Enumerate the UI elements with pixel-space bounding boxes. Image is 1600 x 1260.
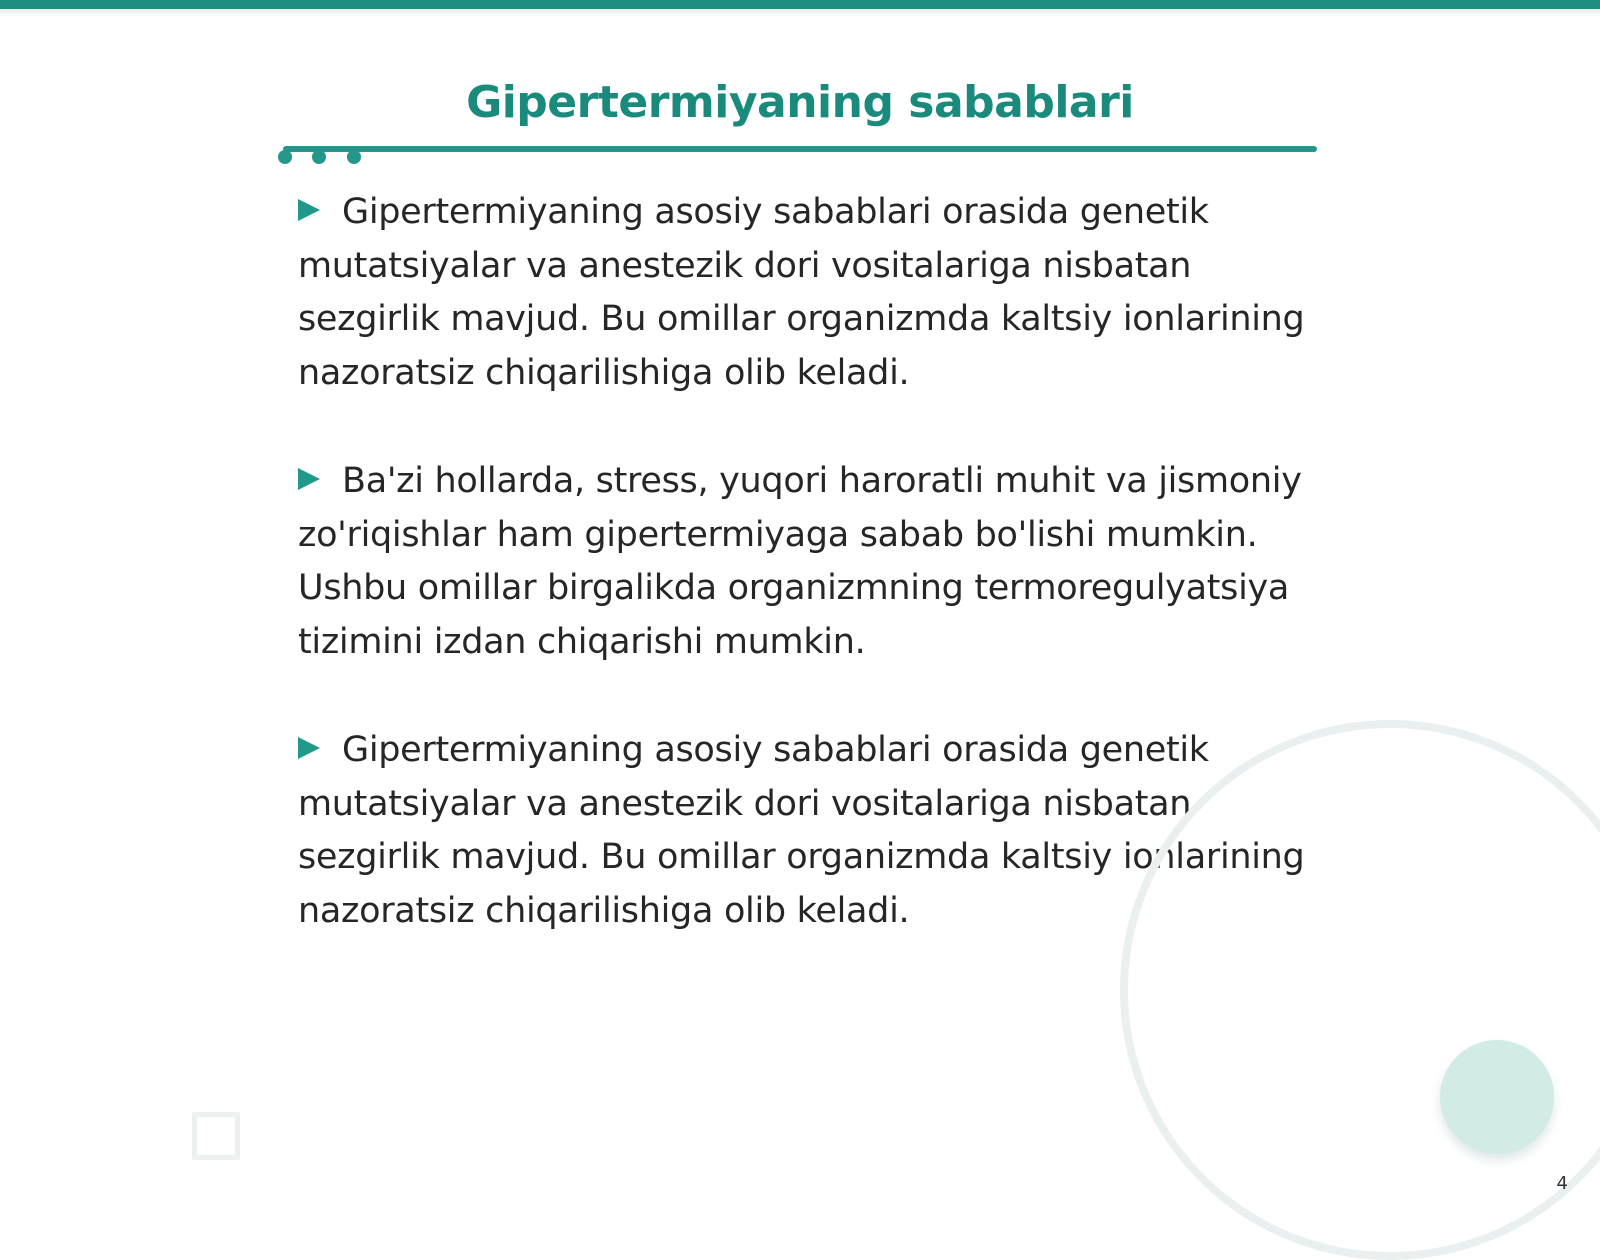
triangle-bullet-icon (298, 199, 320, 221)
bullet-item (298, 455, 1308, 669)
decorative-circle (1440, 1040, 1554, 1154)
underline-dot (347, 150, 361, 164)
triangle-bullet-icon (298, 737, 320, 759)
title-underline (283, 146, 1317, 152)
decorative-square (192, 1112, 240, 1160)
slide-title: Gipertermiyaning sabablari (466, 77, 1134, 128)
top-bar-shadow (0, 9, 1600, 17)
underline-dot (312, 150, 326, 164)
bullet-text: Gipertermiyaning asosiy sabablari orasida genetik mutatsiyalar va anestezik dori vositalariga nisbatan sezgirlik mavjud. Bu omillar organizmda kaltsiy ionlarining nazoratsiz chiqarilishiga olib keladi. (298, 730, 1305, 931)
underline-dot (278, 150, 292, 164)
bullet-text: Ba'zi hollarda, stress, yuqori haroratli muhit va jismoniy zo'riqishlar ham gipertermiyaga sabab bo'lishi mumkin. Ushbu omillar birgalikda organizmning termoregulyatsiya tizimini izdan chiqarishi mumkin. (298, 461, 1302, 662)
bullet-text: Gipertermiyaning asosiy sabablari orasida genetik mutatsiyalar va anestezik dori vositalariga nisbatan sezgirlik mavjud. Bu omillar organizmda kaltsiy ionlarining nazoratsiz chiqarilishiga olib keladi. (298, 192, 1305, 393)
triangle-bullet-icon (298, 468, 320, 490)
bullet-item (298, 186, 1308, 400)
page-number: 4 (1556, 1173, 1568, 1194)
top-accent-bar (0, 0, 1600, 9)
